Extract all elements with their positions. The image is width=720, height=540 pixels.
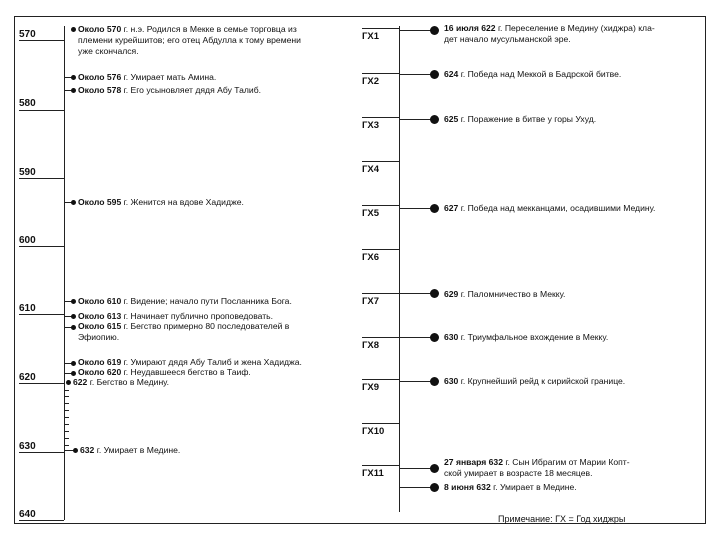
right-event-627 <box>444 203 655 214</box>
event-dot <box>66 380 71 385</box>
event-date: 632 <box>80 445 95 455</box>
year-label-590: 590 <box>19 167 36 178</box>
event-leader <box>399 487 432 488</box>
right-event-625 <box>444 114 596 125</box>
minor-tick <box>64 403 69 404</box>
tick-600 <box>19 246 64 247</box>
event-text: г. Поражение в битве у горы Ухуд. <box>460 114 597 124</box>
event-date: 8 июня 632 <box>444 482 491 492</box>
right-event-632-jan <box>444 457 630 479</box>
minor-tick <box>64 410 69 411</box>
left-event-576 <box>78 72 216 83</box>
event-date: Около 613 <box>78 311 122 321</box>
event-dot <box>430 70 439 79</box>
event-date: 622 <box>73 377 88 387</box>
event-leader <box>399 119 432 120</box>
event-text: г. Паломничество в Мекку. <box>460 289 566 299</box>
right-event-622 <box>444 23 655 45</box>
event-leader <box>399 381 432 382</box>
event-date: Около 570 <box>78 24 122 34</box>
gx-tick <box>362 161 399 162</box>
event-leader <box>399 293 432 294</box>
hijra-year-6: ГХ6 <box>362 252 380 263</box>
event-text: г. Победа над мекканцами, осадившими Медину. <box>460 203 656 213</box>
event-text: г. н.э. Родился в Мекке в семье торговца из <box>123 24 297 34</box>
event-dot <box>71 371 76 376</box>
event-text: Эфиопию. <box>78 332 120 342</box>
event-date: Около 595 <box>78 197 122 207</box>
gx-tick <box>362 465 399 466</box>
event-text: ской умирает в возрасте 18 месяцев. <box>444 468 593 478</box>
event-text: г. Крупнейший рейд к сирийской границе. <box>460 376 626 386</box>
event-dot <box>71 88 76 93</box>
hijra-year-5: ГХ5 <box>362 208 380 219</box>
event-text: г. Его усыновляет дядя Абу Талиб. <box>123 85 262 95</box>
event-date: Около 615 <box>78 321 122 331</box>
hijra-year-7: ГХ7 <box>362 296 380 307</box>
event-dot <box>430 483 439 492</box>
minor-tick <box>64 438 69 439</box>
event-text: племени курейшитов; его отец Абдулла к тому времени <box>78 35 301 45</box>
event-dot <box>71 75 76 80</box>
event-dot <box>430 204 439 213</box>
gx-tick <box>362 337 399 338</box>
hijra-year-11: ГХ11 <box>362 468 384 479</box>
legend-note: Примечание: ГХ = Год хиджры <box>498 514 626 524</box>
event-date: 27 января 632 <box>444 457 503 467</box>
year-label-610: 610 <box>19 303 36 314</box>
year-label-640: 640 <box>19 509 36 520</box>
minor-tick <box>64 396 69 397</box>
event-text: г. Умирает мать Амина. <box>123 72 217 82</box>
event-date: 629 <box>444 289 459 299</box>
year-label-580: 580 <box>19 98 36 109</box>
left-event-610 <box>78 296 292 307</box>
hijra-year-3: ГХ3 <box>362 120 380 131</box>
event-dot <box>430 289 439 298</box>
event-text: г. Умирают дядя Абу Талиб и жена Хадиджа. <box>123 357 302 367</box>
left-event-578 <box>78 85 261 96</box>
event-text: г. Триумфальное вхождение в Мекку. <box>460 332 609 342</box>
event-text: г. Умирает в Медине. <box>493 482 577 492</box>
event-dot <box>71 299 76 304</box>
event-text: г. Женится на вдове Хадидже. <box>123 197 244 207</box>
right-event-624 <box>444 69 621 80</box>
event-date: 16 июля 622 <box>444 23 496 33</box>
tick-570 <box>19 40 64 41</box>
left-event-595 <box>78 197 244 208</box>
tick-640 <box>19 520 64 521</box>
gx-tick <box>362 205 399 206</box>
event-text: г. Умирает в Медине. <box>96 445 181 455</box>
right-event-632-jun <box>444 482 577 493</box>
event-dot <box>430 115 439 124</box>
gx-tick <box>362 423 399 424</box>
event-dot <box>430 377 439 386</box>
right-event-630b <box>444 376 625 387</box>
right-event-630a <box>444 332 608 343</box>
minor-tick <box>64 424 69 425</box>
gx-tick <box>362 28 399 29</box>
event-leader <box>399 208 432 209</box>
event-date: Около 620 <box>78 367 122 377</box>
event-text: г. Победа над Меккой в Бадрской битве. <box>460 69 622 79</box>
right-timeline-axis <box>399 26 400 512</box>
event-date: Около 576 <box>78 72 122 82</box>
hijra-year-4: ГХ4 <box>362 164 380 175</box>
event-leader <box>399 337 432 338</box>
left-event-615 <box>78 321 289 343</box>
event-text: г. Бегство в Медину. <box>89 377 170 387</box>
event-date: Около 578 <box>78 85 122 95</box>
year-label-620: 620 <box>19 372 36 383</box>
event-text: г. Видение; начало пути Посланника Бога. <box>123 296 292 306</box>
minor-tick <box>64 445 69 446</box>
hijra-year-10: ГХ10 <box>362 426 385 437</box>
left-event-632 <box>80 445 180 456</box>
gx-tick <box>362 379 399 380</box>
year-label-600: 600 <box>19 235 36 246</box>
gx-tick <box>362 293 399 294</box>
minor-tick <box>64 431 69 432</box>
event-dot <box>71 200 76 205</box>
right-event-629 <box>444 289 565 300</box>
gx-tick <box>362 117 399 118</box>
event-dot <box>430 464 439 473</box>
event-date: 630 <box>444 332 459 342</box>
year-label-630: 630 <box>19 441 36 452</box>
tick-610 <box>19 314 64 315</box>
event-text: г. Бегство примерно 80 последователей в <box>123 321 290 331</box>
event-date: 625 <box>444 114 459 124</box>
hijra-year-2: ГХ2 <box>362 76 380 87</box>
event-text: дет начало мусульманской эре. <box>444 34 571 44</box>
event-dot <box>71 314 76 319</box>
tick-620 <box>19 383 64 384</box>
left-event-570 <box>78 24 301 57</box>
gx-tick <box>362 73 399 74</box>
tick-590 <box>19 178 64 179</box>
event-dot <box>71 325 76 330</box>
event-dot <box>430 26 439 35</box>
event-text: г. Переселение в Медину (хиджра) кла- <box>497 23 655 33</box>
event-leader <box>399 468 432 469</box>
event-date: Около 610 <box>78 296 122 306</box>
tick-580 <box>19 110 64 111</box>
event-text: г. Начинает публично проповедовать. <box>123 311 274 321</box>
left-event-622 <box>73 377 169 388</box>
event-dot <box>71 361 76 366</box>
year-label-570: 570 <box>19 29 36 40</box>
event-text: г. Сын Ибрагим от Марии Копт- <box>505 457 630 467</box>
event-date: 630 <box>444 376 459 386</box>
event-dot <box>73 448 78 453</box>
event-leader <box>399 30 432 31</box>
event-date: Около 619 <box>78 357 122 367</box>
hijra-year-9: ГХ9 <box>362 382 380 393</box>
tick-630 <box>19 452 64 453</box>
gx-tick <box>362 249 399 250</box>
minor-tick <box>64 390 69 391</box>
event-dot <box>71 27 76 32</box>
hijra-year-8: ГХ8 <box>362 340 380 351</box>
event-date: 624 <box>444 69 459 79</box>
minor-tick <box>64 417 69 418</box>
event-text: г. Неудавшееся бегство в Таиф. <box>123 367 251 377</box>
event-dot <box>430 333 439 342</box>
hijra-year-1: ГХ1 <box>362 31 380 42</box>
event-date: 627 <box>444 203 459 213</box>
event-text: уже скончался. <box>78 46 139 56</box>
event-leader <box>399 74 432 75</box>
